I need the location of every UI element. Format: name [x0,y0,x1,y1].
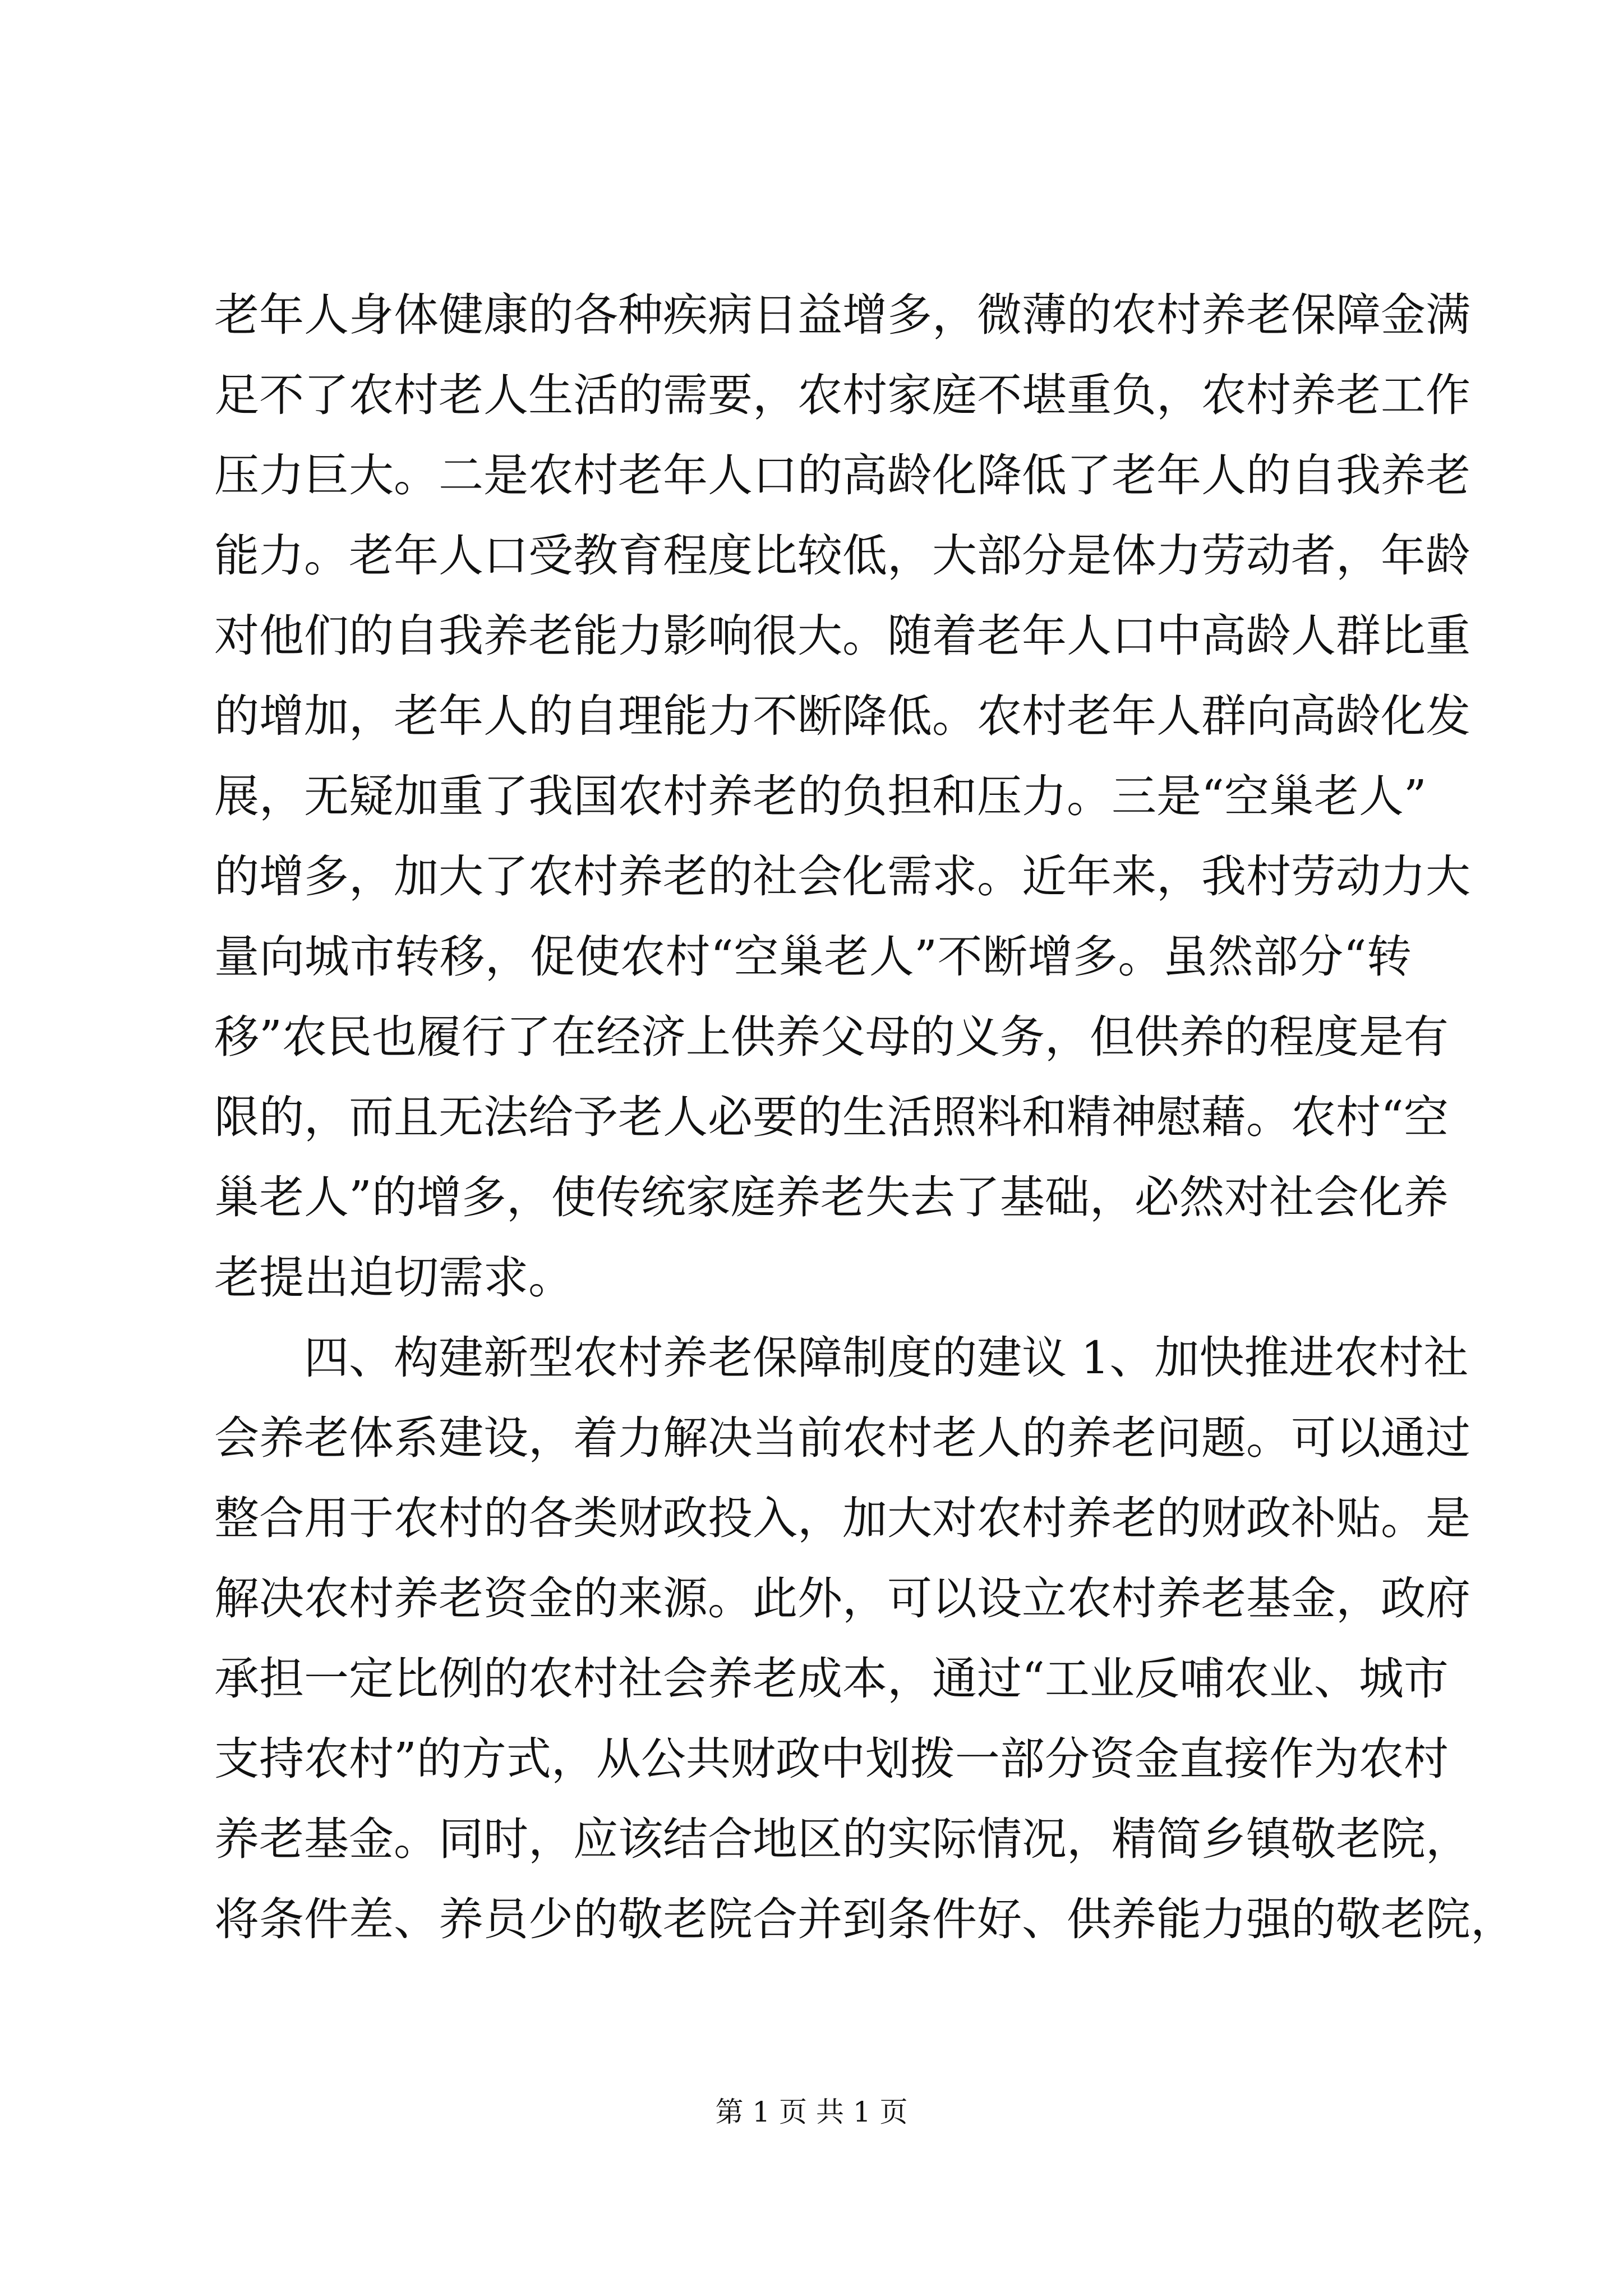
text-line: 的增多，加大了农村养老的社会化需求。近年来，我村劳动力大 [214,850,1470,903]
text-line: 老年人身体健康的各种疾病日益增多，微薄的农村养老保障金满 [214,289,1470,341]
text-line: 移”农民也履行了在经济上供养父母的义务，但供养的程度是有 [214,1011,1449,1063]
body-text [214,275,1515,1959]
text-line: 解决农村养老资金的来源。此外，可以设立农村养老基金，政府 [214,1572,1470,1625]
text-line: 支持农村”的方式，从公共财政中划拨一部分资金直接作为农村 [214,1733,1449,1785]
text-line: 巢老人”的增多，使传统家庭养老失去了基础，必然对社会化养 [214,1171,1449,1223]
text-line: 的增加，老年人的自理能力不断降低。农村老年人群向高龄化发 [214,690,1470,742]
text-line: 四、构建新型农村养老保障制度的建议 1、加快推进农村社 [214,1332,1469,1384]
text-line: 对他们的自我养老能力影响很大。随着老年人口中高龄人群比重 [214,610,1470,662]
text-line: 老提出迫切需求。 [214,1251,573,1304]
text-line: 限的，而且无法给予老人必要的生活照料和精神慰藉。农村“空 [214,1091,1449,1143]
text-line: 量向城市转移，促使农村“空巢老人”不断增多。虽然部分“转 [214,931,1412,983]
text-line: 整合用于农村的各类财政投入，加大对农村养老的财政补贴。是 [214,1492,1470,1544]
text-line: 会养老体系建设，着力解决当前农村老人的养老问题。可以通过 [214,1412,1470,1464]
page-number-footer: 第 1 页 共 1 页 [715,2096,908,2128]
text-line: 养老基金。同时，应该结合地区的实际情况，精简乡镇敬老院， [214,1813,1470,1865]
text-line: 展，无疑加重了我国农村养老的负担和压力。三是“空巢老人” [214,770,1427,822]
text-line: 承担一定比例的农村社会养老成本，通过“工业反哺农业、城市 [214,1653,1449,1705]
text-line: 能力。老年人口受教育程度比较低，大部分是体力劳动者，年龄 [214,530,1470,582]
text-line: 压力巨大。二是农村老年人口的高龄化降低了老年人的自我养老 [214,449,1470,501]
text-line: 足不了农村老人生活的需要，农村家庭不堪重负，农村养老工作 [214,369,1470,421]
text-line: 将条件差、养员少的敬老院合并到条件好、供养能力强的敬老院， [214,1893,1515,1945]
